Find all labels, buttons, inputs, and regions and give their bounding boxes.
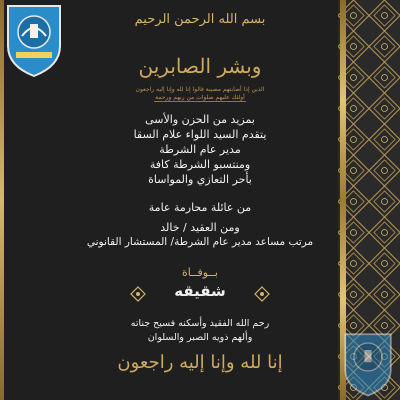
message-line-1: بمزيد من الحزن والأسى [145, 113, 255, 126]
position-line: مرتب مساعد مدير عام الشرطة/ المستشار القانوني [86, 236, 314, 248]
gold-border-left [0, 0, 4, 400]
death-prefix: بــوفــاة [181, 266, 218, 279]
message-line-2: يتقدم السيد اللواء علام السقا [133, 128, 267, 141]
ornament-icon [254, 286, 270, 302]
prayer-line-1: رحم الله الفقيد وأسكنه فسيح جناته [130, 318, 270, 329]
quote-line-2: أولئك عليهم صلوات من ربهم ورحمة [155, 94, 245, 101]
quote-title: وبشر الصابرين [138, 54, 262, 78]
prayer-line-2: وألهم ذويه الصبر والسلوان [147, 332, 253, 343]
police-emblem-watermark-icon [340, 330, 396, 398]
colonel-line: ومن العقيد / خالد [160, 221, 240, 234]
message-line-3: مدير عام الشرطة [159, 143, 241, 156]
message-area [62, 0, 338, 400]
basmala: بسم الله الرحمن الرحيم [134, 12, 266, 27]
message-line-4: ومنتسبو الشرطة كافة [149, 158, 251, 171]
divider [154, 101, 246, 102]
quote-line-1: الذين إذا أصابتهم مصيبة قالوا إنا لله وإنا إليه راجعون [135, 86, 265, 93]
message-line-5: بأحر التعازي والمواساة [148, 173, 252, 186]
family-line: من عائلة محارمة عامة [148, 201, 252, 214]
police-emblem-icon [2, 2, 66, 78]
closing-verse: إنا لله وإنا إليه راجعون [117, 352, 283, 373]
relation-title: شقيقه [174, 282, 226, 300]
